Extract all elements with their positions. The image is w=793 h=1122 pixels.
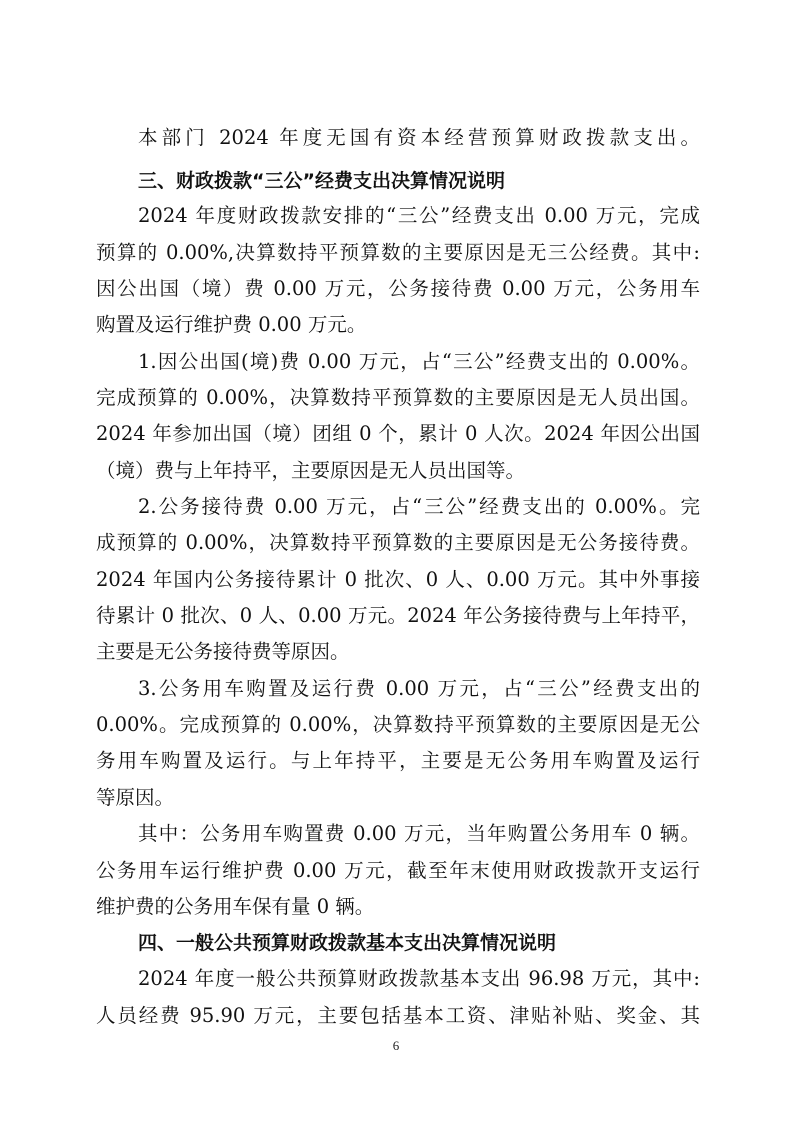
paragraph-line: 人员经费 95.90 万元，主要包括基本工资、津贴补贴、奖金、其 [96,1004,700,1027]
paragraph-line: 维护费的公务用车保有量 0 辆。 [96,895,375,918]
paragraph-line: 0.00%。完成预算的 0.00%，决算数持平预算数的主要原因是无公 [96,713,700,736]
paragraph-line: 预算的 0.00%,决算数持平预算数的主要原因是无三公经费。其中: [96,241,700,264]
paragraph-line: 2024 年参加出国（境）团组 0 个，累计 0 人次。2024 年因公出国 [96,422,700,445]
paragraph-line: 因公出国（境）费 0.00 万元，公务接待费 0.00 万元，公务用车 [96,277,700,300]
section-heading-three-public: 三、财政拨款“三公”经费支出决算情况说明 [138,170,505,192]
paragraph-line: 完成预算的 0.00%，决算数持平预算数的主要原因是无人员出国。 [96,386,700,409]
paragraph-line: 成预算的 0.00%，决算数持平预算数的主要原因是无公务接待费。 [96,531,700,554]
paragraph-line: 务用车购置及运行。与上年持平，主要是无公务用车购置及运行 [96,749,700,772]
paragraph-line: （境）费与上年持平，主要原因是无人员出国等。 [96,459,526,482]
paragraph-line: 购置及运行维护费 0.00 万元。 [96,313,367,336]
paragraph-line: 3.公务用车购置及运行费 0.00 万元，占“三公”经费支出的 [138,677,700,700]
paragraph-line: 主要是无公务接待费等原因。 [96,640,350,663]
paragraph-line: 待累计 0 批次、0 人、0.00 万元。2024 年公务接待费与上年持平， [96,604,700,627]
section-heading-basic-expenditure: 四、一般公共预算财政拨款基本支出决算情况说明 [138,932,557,954]
page-number: 6 [392,1038,400,1053]
paragraph-line: 2.公务接待费 0.00 万元，占“三公”经费支出的 0.00%。完 [138,495,700,518]
paragraph-line: 2024 年度一般公共预算财政拨款基本支出 96.98 万元，其中: [138,967,700,990]
paragraph-line: 公务用车运行维护费 0.00 万元，截至年末使用财政拨款开支运行 [96,859,700,882]
paragraph-line: 2024 年度财政拨款安排的“三公”经费支出 0.00 万元，完成 [138,204,700,227]
paragraph-line: 本部门 2024 年度无国有资本经营预算财政拨款支出。 [138,126,700,149]
paragraph-line: 其中：公务用车购置费 0.00 万元，当年购置公务用车 0 辆。 [138,822,700,845]
paragraph-line: 1.因公出国(境)费 0.00 万元，占“三公”经费支出的 0.00%。 [138,350,700,373]
paragraph-line: 2024 年国内公务接待累计 0 批次、0 人、0.00 万元。其中外事接 [96,568,700,591]
paragraph-line: 等原因。 [96,786,175,809]
